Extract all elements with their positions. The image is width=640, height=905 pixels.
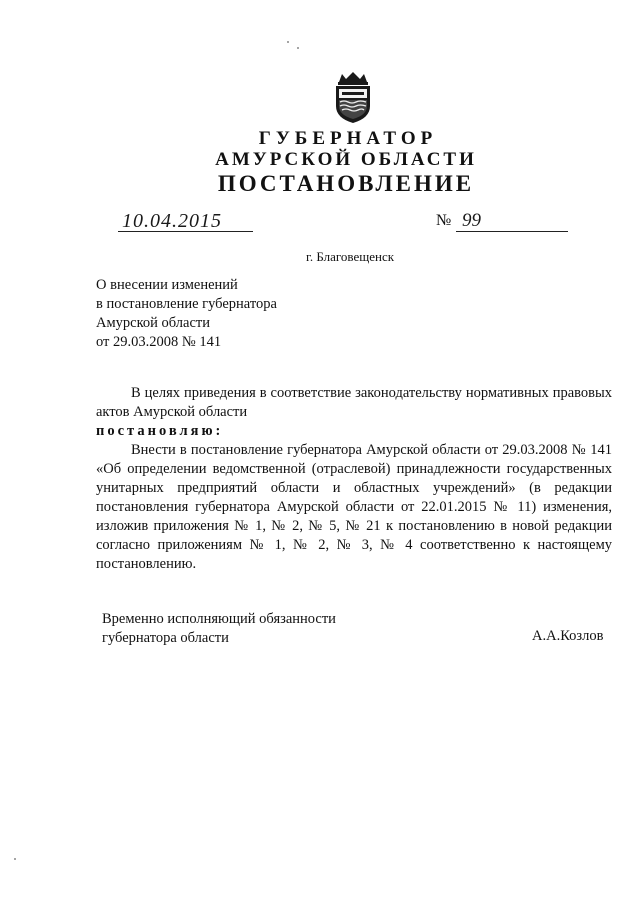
number-underline — [456, 231, 568, 232]
number-sign: № — [436, 212, 452, 229]
issuer-title: ГУБЕРНАТОР — [258, 128, 438, 149]
scan-speck — [14, 858, 16, 860]
subject-line: от 29.03.2008 № 141 — [96, 334, 222, 350]
subject-line: О внесении изменений — [96, 277, 238, 293]
main-text: Внести в постановление губернатора Амурской области от 29.03.2008 № 141 «Об определении ведомственной (отраслевой) принадлежности государственных унитарных предприятий области и областных учреждений» (в редакции постановления губернатора Амурской области от 22.01.2015 № 11) изменения, изложив приложения № 1, № 2, № 5, № 21 к постановлению в новой редакции согласно приложениям № 1, № 2, № 3, № 4 соответственно к настоящему постановлению. — [96, 442, 612, 572]
city: г. Благовещенск — [305, 249, 395, 264]
document-date: 10.04.2015 — [122, 210, 222, 232]
document-subject — [96, 276, 277, 352]
position-line: губернатора области — [102, 630, 229, 646]
subject-line: Амурской области — [96, 315, 210, 331]
date-underline — [118, 231, 253, 232]
decree-word: постановляю: — [96, 423, 224, 439]
position-line: Временно исполняющий обязанности — [102, 611, 336, 627]
document-type: ПОСТАНОВЛЕНИЕ — [217, 171, 475, 196]
scan-speck — [287, 41, 289, 43]
document-body — [96, 384, 612, 574]
document-number: 99 — [462, 210, 481, 231]
preamble: В целях приведения в соответствие законодательству нормативных правовых актов Амурской области — [96, 385, 612, 420]
subject-line: в постановление губернатора — [96, 296, 277, 312]
signatory-position — [102, 610, 336, 648]
signatory-name: А.А.Козлов — [532, 628, 604, 644]
issuer-region: АМУРСКОЙ ОБЛАСТИ — [215, 149, 477, 170]
scan-speck — [297, 47, 299, 49]
coat-of-arms-icon — [330, 72, 376, 124]
